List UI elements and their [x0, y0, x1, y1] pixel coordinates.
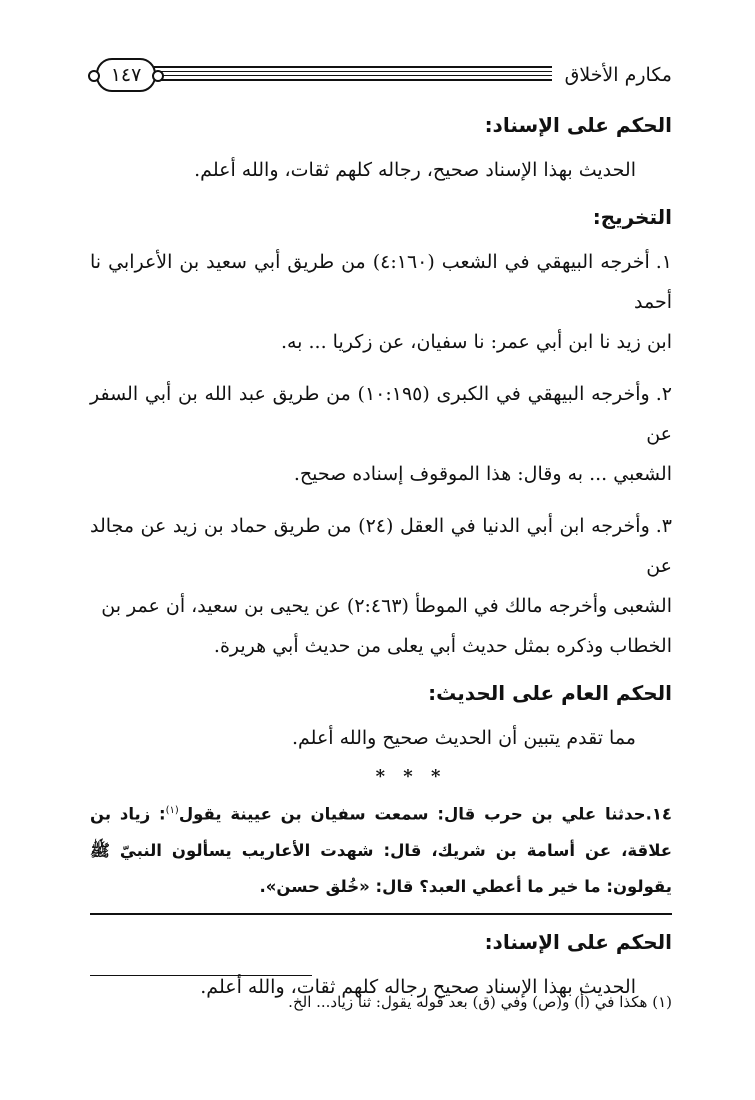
hadith-text	[90, 793, 672, 905]
section-heading-general-ruling: الحكم العام على الحديث:	[428, 681, 672, 705]
section-heading-isnad-ruling-2: الحكم على الإسناد:	[484, 929, 672, 954]
hadith-text-part: : زياد بن علاقة، عن أسامة بن شريك، قال: شهدت الأعاريب يسألون النبيّ ﷺ يقولون: ما خير ما أعطي العبد؟ قال: «خُلق حسن».	[90, 804, 672, 896]
isnad-ruling-text-2: الحديث بهذا الإسناد صحيح رجاله كلهم ثقات، والله أعلم.	[200, 975, 636, 998]
takhrij-item-3	[90, 506, 672, 666]
item-line: وأخرجه ابن أبي الدنيا في العقل (٢٤) من طريق حماد بن زيد عن مجالد عن	[90, 515, 672, 577]
item-number: ٢.	[655, 383, 672, 405]
item-number: ٣.	[655, 515, 673, 537]
footnote-reference[interactable]: (١)	[165, 805, 179, 816]
general-ruling-text: مما تقدم يتبين أن الحديث صحيح والله أعلم.	[291, 727, 636, 749]
item-line: الخطاب وذكره بمثل حديث أبي يعلى من حديث أبي هريرة.	[213, 635, 672, 657]
item-line: ابن زيد نا ابن أبي عمر: نا سفيان، عن زكريا ... به.	[280, 331, 672, 353]
section-heading-takhrij: التخريج:	[592, 205, 672, 229]
takhrij-item-1	[90, 242, 672, 362]
footnote-rule	[90, 975, 312, 976]
header-ornament-lines	[154, 66, 552, 84]
hadith-text-part: حدثنا علي بن حرب قال: سمعت سفيان بن عيينة يقول	[178, 804, 646, 824]
running-header	[90, 58, 672, 102]
item-line: أخرجه البيهقي في الشعب (٤:١٦٠) من طريق أبي سعيد بن الأعرابي نا أحمد	[90, 251, 672, 313]
book-page	[90, 58, 672, 1058]
book-title: مكارم الأخلاق	[564, 64, 672, 86]
item-line: وأخرجه البيهقي في الكبرى (١٠:١٩٥) من طريق عبد الله بن أبي السفر عن	[90, 383, 672, 445]
section-separator: * * *	[375, 766, 447, 787]
page-number: ١٤٧	[96, 58, 156, 92]
hadith-divider	[90, 913, 672, 915]
item-number: ١.	[655, 251, 673, 273]
item-line: الشعبي ... به وقال: هذا الموقوف إسناده صحيح.	[293, 463, 672, 485]
hadith-number: ١٤.	[645, 804, 672, 824]
section-heading-isnad-ruling: الحكم على الإسناد:	[484, 113, 672, 137]
footnote: (١) هكذا في (أ) و(ص) وفي (ق) بعد قوله يقول: ثنا زياد... الخ.	[288, 993, 672, 1011]
item-line: الشعبى وأخرجه مالك في الموطأ (٢:٤٦٣) عن يحيى بن سعيد، أن عمر بن	[101, 595, 672, 617]
isnad-ruling-text: الحديث بهذا الإسناد صحيح، رجاله كلهم ثقات، والله أعلم.	[194, 159, 636, 181]
takhrij-item-2	[90, 374, 672, 494]
